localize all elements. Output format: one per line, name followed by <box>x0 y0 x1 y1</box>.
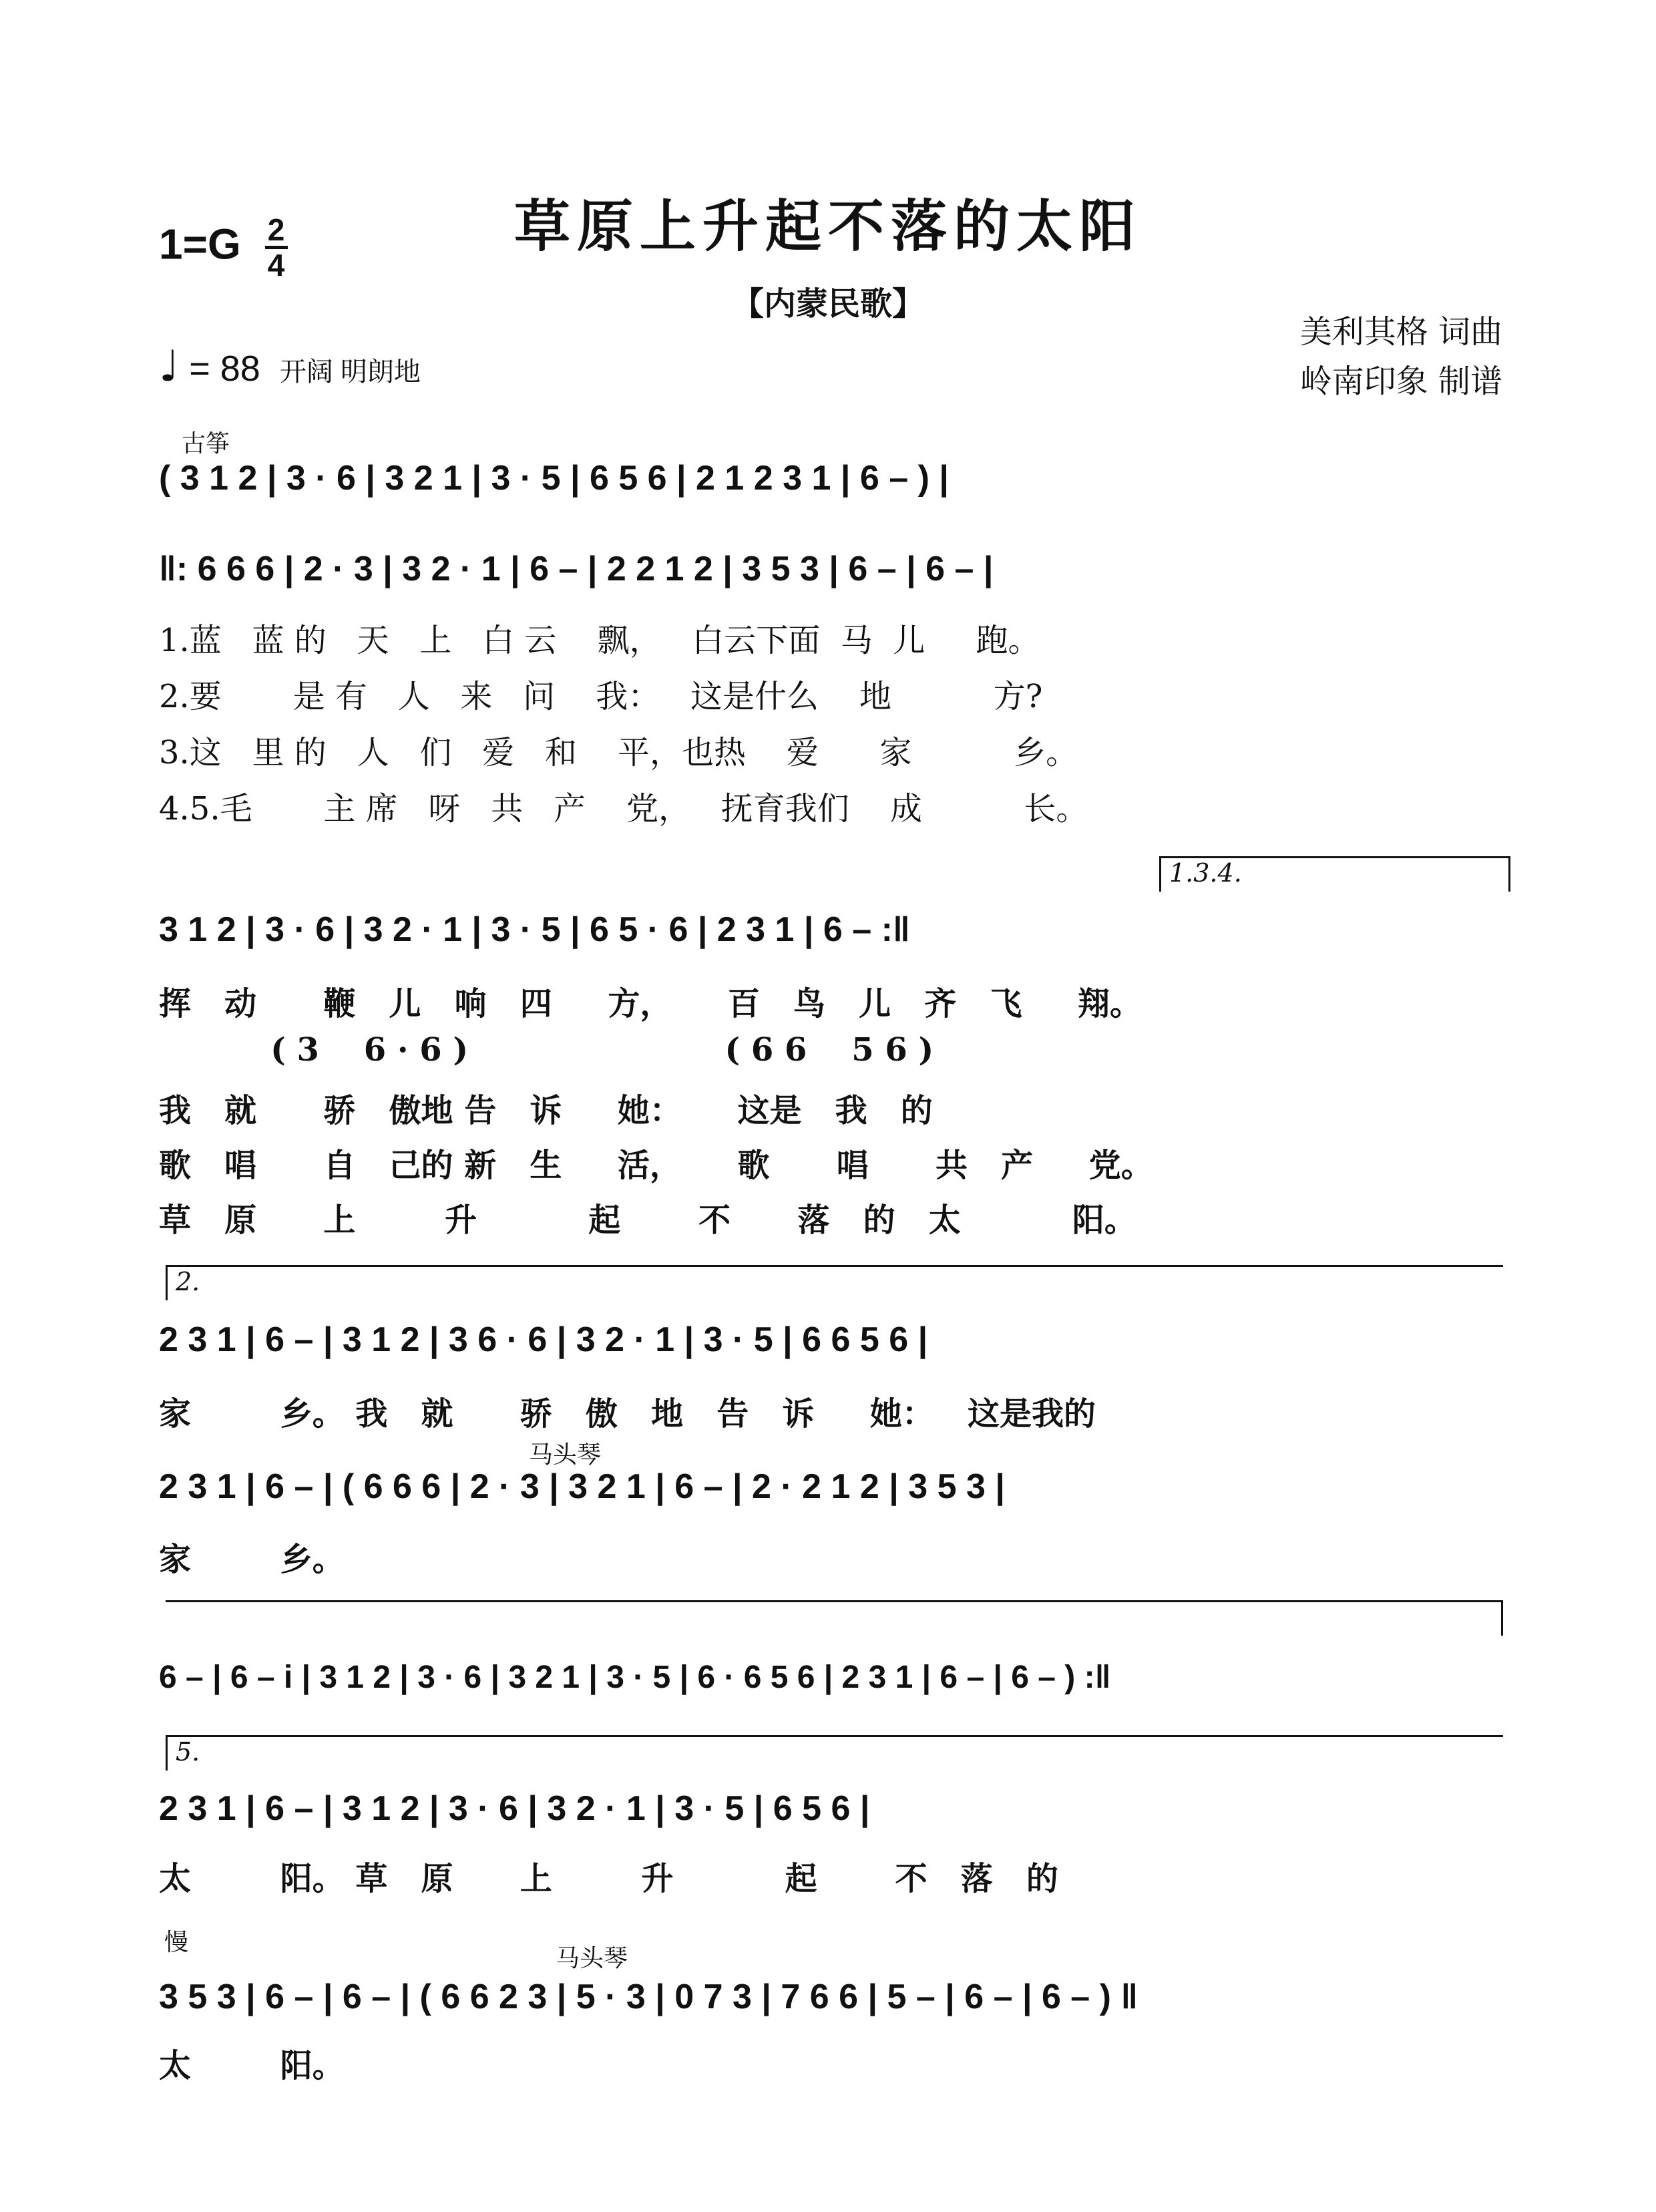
tempo-value: = 88 <box>189 349 260 389</box>
lyric-line: 太 阳。 草 原 上 升 起 不 落 的 <box>159 1860 1058 1897</box>
notation-row-5: 2 3 1 | 6 – | ( 6 6 6 | 2 · 3 | 3 2 1 | 6 – | 2 · 2 1 2 | 3 5 3 | <box>159 1467 1005 1506</box>
notation-row-1: ( 3 1 2 | 3 · 6 | 3 2 1 | 3 · 5 | 6 5 6 | 2 1 2 3 1 | 6 – ) | <box>159 459 949 498</box>
notation-row-6: 6 – | 6 – i | 3 1 2 | 3 · 6 | 3 2 1 | 3 · 5 | 6 · 6 5 6 | 2 3 1 | 6 – | 6 – ) :‖ <box>159 1660 1111 1695</box>
notation-row-2: ‖: 6 6 6 | 2 · 3 | 3 2 · 1 | 6 – | 2 2 1 2 | 3 5 3 | 6 – | 6 – | <box>159 550 994 588</box>
lyric-line: 太 阳。 <box>159 2047 345 2084</box>
bracket-line <box>166 1600 1503 1636</box>
instrument-label-matouqin: 马头琴 <box>529 1441 602 1468</box>
volta-label: 5. <box>176 1737 200 1767</box>
lyric-line: 挥 动 鞭 儿 响 四 方， 百 鸟 儿 齐 飞 翔。 <box>159 985 1142 1023</box>
lyric-line: 歌 唱 自 己的 新 生 活， 歌 唱 共 产 党。 <box>159 1147 1153 1184</box>
page-title: 草原上升起不落的太阳 <box>513 193 1142 259</box>
quarter-note-icon: ♩ <box>159 342 180 391</box>
volta-2 <box>166 1265 1503 1300</box>
volta-label: 1.3.4. <box>1169 858 1242 888</box>
credit-score: 岭南印象 制谱 <box>1299 363 1502 400</box>
lyric-line: 3.这 里 的 人 们 爱 和 平，也热 爱 家 乡。 <box>159 734 1078 771</box>
tempo-description: 开阔 明朗地 <box>279 357 421 387</box>
instrument-label-matouqin: 马头琴 <box>556 1944 628 1972</box>
lyric-line: 我 就 骄 傲地 告 诉 她： 这是 我 的 <box>159 1092 933 1129</box>
notation-row-7: 2 3 1 | 6 – | 3 1 2 | 3 · 6 | 3 2 · 1 | 3 · 5 | 6 5 6 | <box>159 1789 870 1828</box>
volta-1-3-4 <box>1159 856 1510 892</box>
credit-lyrics: 美利其格 词曲 <box>1299 313 1502 351</box>
meter-top: 2 <box>267 212 285 247</box>
genre-label: 【内蒙民歌】 <box>731 285 924 323</box>
lyric-line: 4.5.毛 主 席 呀 共 产 党， 抚育我们 成 长。 <box>159 790 1088 827</box>
volta-label: 2. <box>176 1267 200 1296</box>
lyric-line: 草 原 上 升 起 不 落 的 太 阳。 <box>159 1202 1136 1239</box>
lyric-line: 家 乡。 我 就 骄 傲 地 告 诉 她： 这是我的 <box>159 1395 1096 1433</box>
key-text: 1=G <box>159 220 241 268</box>
lyric-line: ( 3 6 · 6 ) ( 6 6 5 6 ) <box>159 1031 934 1069</box>
notation-row-8: 3 5 3 | 6 – | 6 – | ( 6 6 2 3 | 5 · 3 | 0 7 3 | 7 6 6 | 5 – | 6 – | 6 – ) ‖ <box>159 1978 1138 2016</box>
tempo-slow-label: 慢 <box>164 1928 189 1956</box>
meter-bottom: 4 <box>267 248 285 283</box>
lyric-line: 2.要 是 有 人 来 问 我： 这是什么 地 方? <box>159 678 1043 715</box>
tempo-marking <box>159 342 421 391</box>
lyric-line: 1.蓝 蓝 的 天 上 白 云 飘， 白云下面 马 儿 跑。 <box>159 622 1040 659</box>
instrument-label-guzheng: 古筝 <box>182 429 230 457</box>
volta-5 <box>166 1735 1503 1771</box>
lyric-line: 家 乡。 <box>159 1541 345 1578</box>
notation-row-4: 2 3 1 | 6 – | 3 1 2 | 3 6 · 6 | 3 2 · 1 | 3 · 5 | 6 6 5 6 | <box>159 1320 928 1359</box>
notation-row-3: 3 1 2 | 3 · 6 | 3 2 · 1 | 3 · 5 | 6 5 · 6 | 2 3 1 | 6 – :‖ <box>159 910 910 949</box>
